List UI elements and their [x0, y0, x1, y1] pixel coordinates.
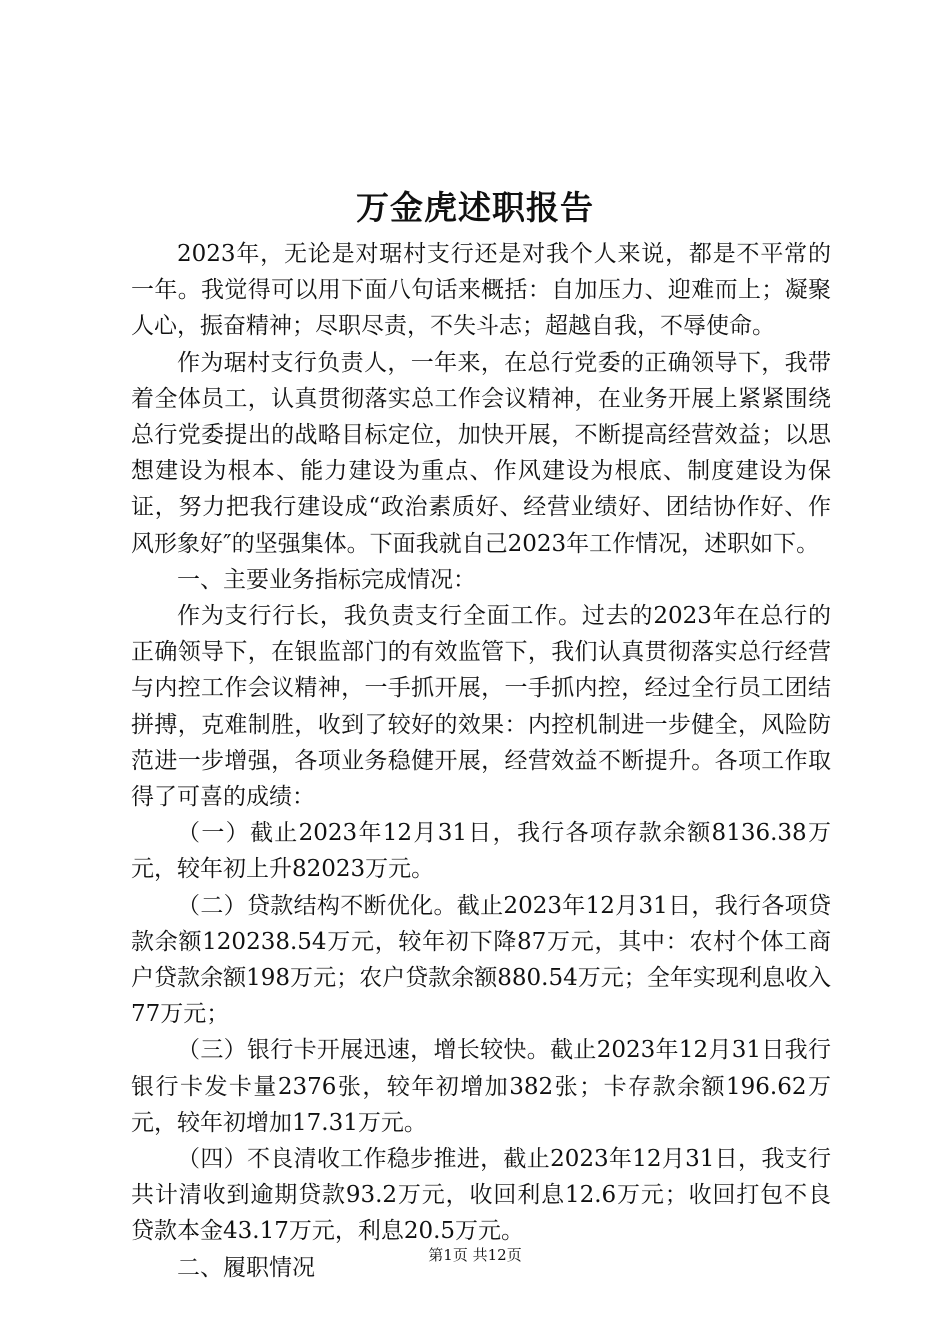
paragraph-role: 作为琚村支行负责人，一年来，在总行党委的正确领导下，我带着全体员工，认真贯彻落实总工作会议精神，在业务开展上紧紧围绕总行党委提出的战略目标定位，加快开展，不断提高经营效益；以思想建设为根本、能力建设为重点、作风建设为根底、制度建设为保证，努力把我行建设成“政治素质好、经营业绩好、团结协作好、作风形象好″的坚强集体。下面我就自己2023年工作情况，述职如下。 [131, 349, 831, 557]
document-body [131, 236, 831, 1286]
paragraph-item-loans: （二）贷款结构不断优化。截止2023年12月31日，我行各项贷款余额120238.54万元，较年初下降87万元，其中：农村个体工商户贷款余额198万元；农户贷款余额880.54万元；全年实现利息收入77万元； [131, 892, 831, 1028]
paragraph-item-bad-debt: （四）不良清收工作稳步推进，截止2023年12月31日，我支行共计清收到逾期贷款93.2万元，收回利息12.6万元；收回打包不良贷款本金43.17万元，利息20.5万元。 [131, 1146, 831, 1245]
paragraph-item-deposits: （一）截止2023年12月31日，我行各项存款余额8136.38万元，较年初上升82023万元。 [131, 820, 831, 883]
section-heading-main-indicators: 一、主要业务指标完成情况： [177, 566, 476, 593]
section-heading-duties: 二、履职情况 [177, 1254, 315, 1281]
paragraph-overview: 作为支行行长，我负责支行全面工作。过去的2023年在总行的正确领导下，在银监部门的有效监管下，我们认真贯彻落实总行经营与内控工作会议精神，一手抓开展，一手抓内控，经过全行员工团结拼搏，克难制胜，收到了较好的效果：内控机制进一步健全，风险防范进一步增强，各项业务稳健开展，经营效益不断提升。各项工作取得了可喜的成绩： [131, 603, 831, 811]
paragraph-item-bank-cards: （三）银行卡开展迅速，增长较快。截止2023年12月31日我行银行卡发卡量2376张，较年初增加382张；卡存款余额196.62万元，较年初增加17.31万元。 [131, 1037, 831, 1136]
paragraph-intro: 2023年，无论是对琚村支行还是对我个人来说，都是不平常的一年。我觉得可以用下面八句话来概括：自加压力、迎难而上；凝聚人心，振奋精神；尽职尽责，不失斗志；超越自我，不辱使命。 [131, 241, 831, 340]
document-title: 万金虎述职报告 [356, 188, 594, 227]
page-footer: 第1页 共12页 [428, 1246, 522, 1264]
